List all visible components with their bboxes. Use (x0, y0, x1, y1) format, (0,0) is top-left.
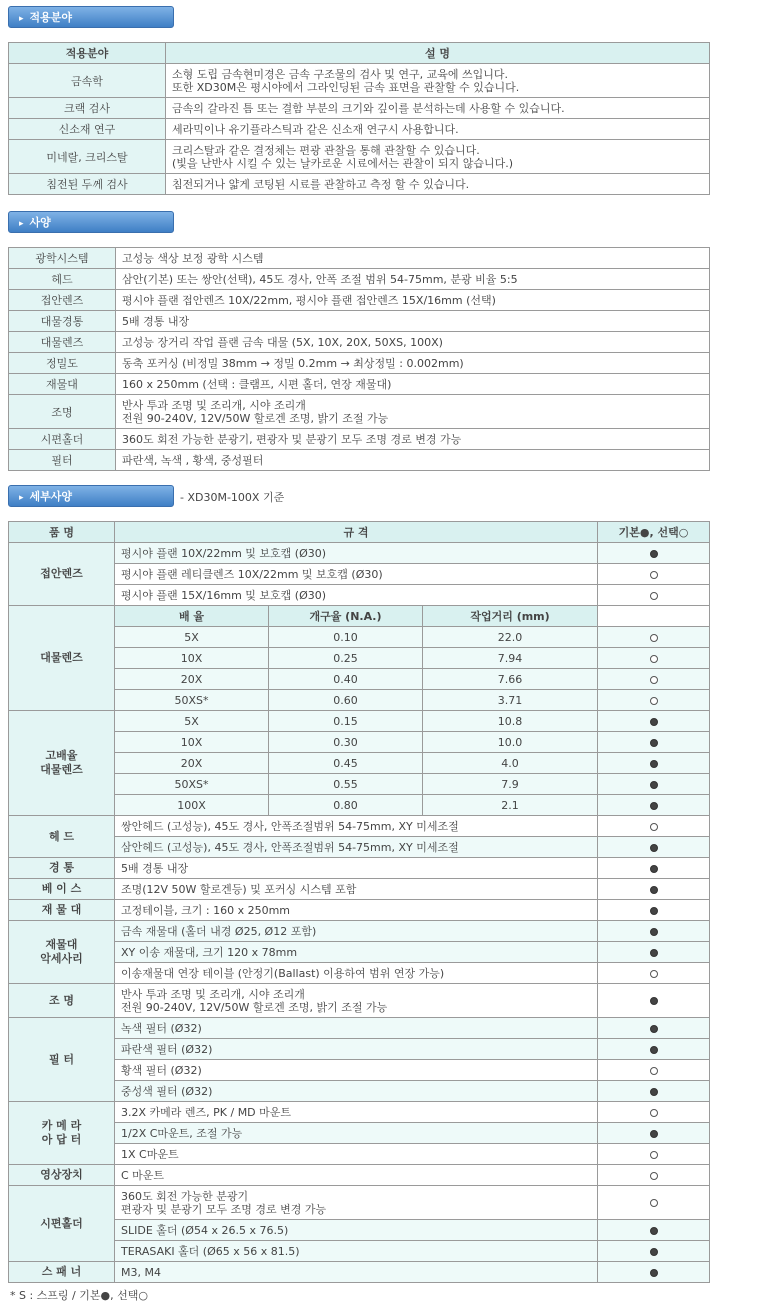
detail-spec: 1X C마운트 (115, 1144, 598, 1165)
detail-spec: 조명(12V 50W 할로겐등) 및 포커싱 시스템 포함 (115, 879, 598, 900)
detail-label-camera (9, 1102, 115, 1165)
filled-dot-icon (650, 928, 658, 936)
empty-dot-icon (650, 655, 658, 663)
option-cell (598, 732, 710, 753)
subheader-na: 개구율 (N.A.) (269, 606, 423, 627)
label-line: 아 답 터 (41, 1133, 82, 1146)
filled-dot-icon (650, 1088, 658, 1096)
empty-dot-icon (650, 1151, 658, 1159)
spec-value: 동축 포커싱 (비정밀 38mm → 정밀 0.2mm → 최상정밀 : 0.002mm) (116, 353, 710, 374)
detail-spec: 중성색 필터 (Ø32) (115, 1081, 598, 1102)
option-cell (598, 606, 710, 627)
filled-dot-icon (650, 550, 658, 558)
filled-dot-icon (650, 802, 658, 810)
apply-field: 미네랄, 크리스탈 (9, 140, 166, 174)
wd-cell: 4.0 (423, 753, 598, 774)
label-line: 카 메 라 (41, 1119, 82, 1132)
detail-spec: C 마운트 (115, 1165, 598, 1186)
filled-dot-icon (650, 739, 658, 747)
wd-cell: 3.71 (423, 690, 598, 711)
na-cell: 0.45 (269, 753, 423, 774)
apply-desc (166, 64, 710, 98)
detail-spec: 파란색 필터 (Ø32) (115, 1039, 598, 1060)
detail-spec: 쌍안헤드 (고성능), 45도 경사, 안폭조절범위 54-75mm, XY 미세조절 (115, 816, 598, 837)
spec-label: 정밀도 (9, 353, 116, 374)
filled-dot-icon (650, 781, 658, 789)
spec-value: 160 x 250mm (선택 : 클램프, 시편 홀더, 연장 재물대) (116, 374, 710, 395)
apply-desc-line: 또한 XD30M은 평시야에서 그라인딩된 금속 표면을 관찰할 수 있습니다. (172, 80, 520, 94)
section-tab-apply (8, 6, 174, 28)
option-cell (598, 858, 710, 879)
spec-label: 대물경통 (9, 311, 116, 332)
empty-dot-icon (650, 1109, 658, 1117)
option-cell (598, 984, 710, 1018)
na-cell: 0.25 (269, 648, 423, 669)
empty-dot-icon (650, 970, 658, 978)
mag-cell: 5X (115, 711, 269, 732)
option-cell (598, 900, 710, 921)
spec-value-line: 전원 90-240V, 12V/50W 할로겐 조명, 밝기 조절 가능 (122, 411, 389, 425)
apply-desc (166, 140, 710, 174)
option-cell (598, 564, 710, 585)
spec-value-line: 반사 투과 조명 및 조리개, 시야 조리개 (122, 398, 306, 412)
option-cell (598, 543, 710, 564)
na-cell: 0.30 (269, 732, 423, 753)
apply-field: 크랙 검사 (9, 98, 166, 119)
detail-label-hi-objective (9, 711, 115, 816)
apply-desc-line: 크리스탈과 같은 결정체는 편광 관찰을 통해 관찰할 수 있습니다. (172, 143, 480, 157)
detail-label-spanner: 스 패 너 (9, 1262, 115, 1283)
mag-cell: 100X (115, 795, 269, 816)
spec-line: 반사 투과 조명 및 조리개, 시야 조리개 (121, 987, 305, 1001)
detail-spec: 3.2X 카메라 렌즈, PK / MD 마운트 (115, 1102, 598, 1123)
option-cell (598, 1102, 710, 1123)
option-cell (598, 963, 710, 984)
detail-spec: XY 이송 재물대, 크기 120 x 78mm (115, 942, 598, 963)
option-cell (598, 1262, 710, 1283)
detail-header-name: 품 명 (9, 522, 115, 543)
detail-spec: TERASAKI 홀더 (Ø65 x 56 x 81.5) (115, 1241, 598, 1262)
filled-dot-icon (650, 1269, 658, 1277)
detail-label-head: 헤 드 (9, 816, 115, 858)
arrow-right-icon: ▸ (19, 493, 24, 503)
apply-desc-line: 소형 도립 금속현미경은 금속 구조물의 검사 및 연구, 교육에 쓰입니다. (172, 67, 508, 81)
detail-note: - XD30M-100X 기준 (180, 491, 285, 504)
spec-label: 시편홀더 (9, 429, 116, 450)
option-cell (598, 921, 710, 942)
section-title-detail: 세부사양 (29, 490, 73, 503)
apply-table (8, 42, 710, 195)
filled-dot-icon (650, 1248, 658, 1256)
na-cell: 0.55 (269, 774, 423, 795)
filled-dot-icon (650, 1046, 658, 1054)
option-cell (598, 1039, 710, 1060)
apply-desc: 침전되거나 얇게 코팅된 시료를 관찰하고 측정 할 수 있습니다. (166, 174, 710, 195)
spec-value: 삼안(기본) 또는 쌍안(선택), 45도 경사, 안폭 조절 범위 54-75mm, 분광 비율 5:5 (116, 269, 710, 290)
detail-header-spec: 규 격 (115, 522, 598, 543)
option-cell (598, 1123, 710, 1144)
option-cell (598, 690, 710, 711)
option-cell (598, 1144, 710, 1165)
section-title-apply: 적용분야 (29, 11, 73, 24)
mag-cell: 50XS* (115, 690, 269, 711)
spec-value: 고성능 색상 보정 광학 시스템 (116, 248, 710, 269)
filled-dot-icon (650, 718, 658, 726)
option-cell (598, 1165, 710, 1186)
empty-dot-icon (650, 592, 658, 600)
section-tab-spec (8, 211, 174, 233)
filled-dot-icon (650, 844, 658, 852)
option-cell (598, 942, 710, 963)
spec-value: 5배 경통 내장 (116, 311, 710, 332)
mag-cell: 50XS* (115, 774, 269, 795)
filled-dot-icon (650, 760, 658, 768)
filled-dot-icon (650, 865, 658, 873)
spec-table (8, 247, 710, 471)
option-cell (598, 753, 710, 774)
spec-label: 접안렌즈 (9, 290, 116, 311)
empty-dot-icon (650, 823, 658, 831)
empty-dot-icon (650, 1067, 658, 1075)
spec-value (116, 395, 710, 429)
filled-dot-icon (650, 1130, 658, 1138)
subheader-mag: 배 율 (115, 606, 269, 627)
detail-table (8, 521, 710, 1283)
detail-spec: 고정테이블, 크기 : 160 x 250mm (115, 900, 598, 921)
apply-header-desc: 설 명 (166, 43, 710, 64)
spec-value: 파란색, 녹색 , 황색, 중성필터 (116, 450, 710, 471)
option-cell (598, 795, 710, 816)
detail-label-stage: 재 물 대 (9, 900, 115, 921)
detail-label-eyepiece: 접안렌즈 (9, 543, 115, 606)
mag-cell: 10X (115, 648, 269, 669)
wd-cell: 10.8 (423, 711, 598, 732)
wd-cell: 22.0 (423, 627, 598, 648)
detail-spec (115, 1186, 598, 1220)
detail-spec: 삼안헤드 (고성능), 45도 경사, 안폭조절범위 54-75mm, XY 미세조절 (115, 837, 598, 858)
detail-spec (115, 984, 598, 1018)
empty-dot-icon (650, 634, 658, 642)
mag-cell: 20X (115, 753, 269, 774)
detail-spec: SLIDE 홀더 (Ø54 x 26.5 x 76.5) (115, 1220, 598, 1241)
mag-cell: 10X (115, 732, 269, 753)
spec-label: 필터 (9, 450, 116, 471)
spec-label: 대물렌즈 (9, 332, 116, 353)
filled-dot-icon (650, 886, 658, 894)
spec-line: 전원 90-240V, 12V/50W 할로겐 조명, 밝기 조절 가능 (121, 1000, 388, 1014)
na-cell: 0.80 (269, 795, 423, 816)
spec-value: 360도 회전 가능한 분광기, 편광자 및 분광기 모두 조명 경로 변경 가능 (116, 429, 710, 450)
label-line: 대물렌즈 (40, 763, 83, 776)
option-cell (598, 837, 710, 858)
wd-cell: 7.66 (423, 669, 598, 690)
option-cell (598, 1018, 710, 1039)
empty-dot-icon (650, 571, 658, 579)
na-cell: 0.10 (269, 627, 423, 648)
filled-dot-icon (650, 997, 658, 1005)
wd-cell: 7.9 (423, 774, 598, 795)
wd-cell: 2.1 (423, 795, 598, 816)
detail-spec: 금속 재물대 (홀더 내경 Ø25, Ø12 포함) (115, 921, 598, 942)
spec-line: 360도 회전 가능한 분광기 (121, 1189, 249, 1203)
detail-spec: 녹색 필터 (Ø32) (115, 1018, 598, 1039)
detail-spec: 황색 필터 (Ø32) (115, 1060, 598, 1081)
detail-header-option: 기본●, 선택○ (598, 522, 710, 543)
na-cell: 0.60 (269, 690, 423, 711)
option-cell (598, 648, 710, 669)
label-line: 재물대 (45, 938, 78, 951)
option-cell (598, 669, 710, 690)
subheader-wd: 작업거리 (mm) (423, 606, 598, 627)
empty-dot-icon (650, 1199, 658, 1207)
detail-label-base: 베 이 스 (9, 879, 115, 900)
detail-spec: 평시야 플랜 10X/22mm 및 보호캡 (Ø30) (115, 543, 598, 564)
option-cell (598, 816, 710, 837)
apply-header-field: 적용분야 (9, 43, 166, 64)
filled-dot-icon (650, 907, 658, 915)
detail-spec: 평시야 플랜 레티클렌즈 10X/22mm 및 보호캡 (Ø30) (115, 564, 598, 585)
option-cell (598, 585, 710, 606)
spec-value: 평시야 플랜 접안렌즈 10X/22mm, 평시야 플랜 접안렌즈 15X/16mm (선택) (116, 290, 710, 311)
option-cell (598, 774, 710, 795)
option-cell (598, 711, 710, 732)
detail-spec: M3, M4 (115, 1262, 598, 1283)
option-cell (598, 1081, 710, 1102)
spec-label: 조명 (9, 395, 116, 429)
label-line: 고배율 (45, 749, 78, 762)
spec-label: 재물대 (9, 374, 116, 395)
filled-dot-icon (650, 949, 658, 957)
footnote: * S : 스프링 / 기본●, 선택○ (10, 1289, 148, 1302)
detail-label-objective: 대물렌즈 (9, 606, 115, 711)
arrow-right-icon: ▸ (19, 219, 24, 229)
section-tab-detail (8, 485, 174, 507)
na-cell: 0.15 (269, 711, 423, 732)
detail-spec: 평시야 플랜 15X/16mm 및 보호캡 (Ø30) (115, 585, 598, 606)
label-line: 악세사리 (40, 952, 83, 965)
detail-label-illum: 조 명 (9, 984, 115, 1018)
detail-spec: 이송재물대 연장 테이블 (안정기(Ballast) 이용하여 범위 연장 가능) (115, 963, 598, 984)
detail-spec: 5배 경통 내장 (115, 858, 598, 879)
spec-label: 광학시스템 (9, 248, 116, 269)
apply-desc: 세라믹이나 유기플라스틱과 같은 신소재 연구시 사용합니다. (166, 119, 710, 140)
option-cell (598, 1186, 710, 1220)
option-cell (598, 879, 710, 900)
wd-cell: 7.94 (423, 648, 598, 669)
filled-dot-icon (650, 1227, 658, 1235)
empty-dot-icon (650, 676, 658, 684)
spec-value: 고성능 장거리 작업 플랜 금속 대물 (5X, 10X, 20X, 50XS, 100X) (116, 332, 710, 353)
empty-dot-icon (650, 697, 658, 705)
detail-spec: 1/2X C마운트, 조절 가능 (115, 1123, 598, 1144)
mag-cell: 20X (115, 669, 269, 690)
filled-dot-icon (650, 1025, 658, 1033)
apply-field: 신소재 연구 (9, 119, 166, 140)
section-title-spec: 사양 (29, 216, 51, 229)
detail-label-video: 영상장치 (9, 1165, 115, 1186)
empty-dot-icon (650, 1172, 658, 1180)
option-cell (598, 1060, 710, 1081)
arrow-right-icon: ▸ (19, 14, 24, 24)
spec-line: 편광자 및 분광기 모두 조명 경로 변경 가능 (121, 1202, 327, 1216)
apply-field: 금속학 (9, 64, 166, 98)
detail-label-filter: 필 터 (9, 1018, 115, 1102)
detail-label-holder: 시편홀더 (9, 1186, 115, 1262)
option-cell (598, 1241, 710, 1262)
option-cell (598, 1220, 710, 1241)
na-cell: 0.40 (269, 669, 423, 690)
detail-label-tube: 경 통 (9, 858, 115, 879)
spec-label: 헤드 (9, 269, 116, 290)
apply-field: 침전된 두께 검사 (9, 174, 166, 195)
option-cell (598, 627, 710, 648)
apply-desc: 금속의 갈라진 틈 또는 결함 부분의 크기와 깊이를 분석하는데 사용할 수 있습니다. (166, 98, 710, 119)
detail-label-stage-acc (9, 921, 115, 984)
wd-cell: 10.0 (423, 732, 598, 753)
mag-cell: 5X (115, 627, 269, 648)
apply-desc-line: (빛을 난반사 시킬 수 있는 날카로운 시료에서는 관찰이 되지 않습니다.) (172, 156, 514, 170)
